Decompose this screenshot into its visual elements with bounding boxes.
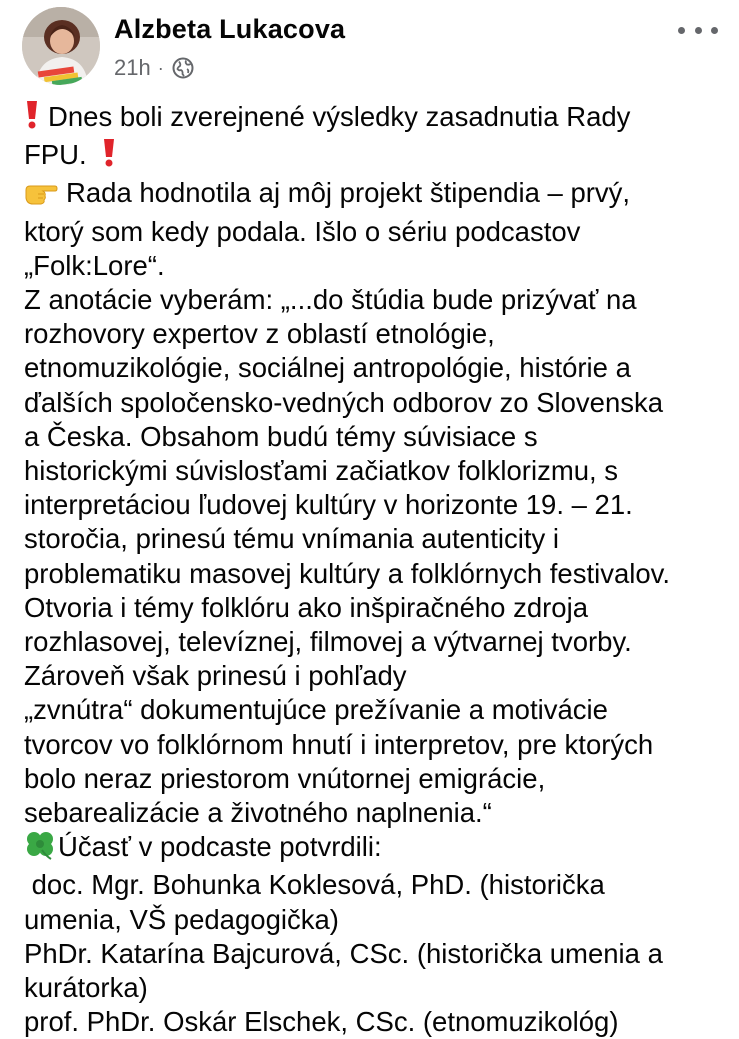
post-text: Účasť v podcaste potvrdili: [58,831,382,863]
post-line [24,522,729,556]
post-line [24,557,729,591]
post-text: historickými súvislosťami začiatkov folklorizmu, s [24,455,619,487]
post-time[interactable]: 21h [114,55,151,80]
post-text: Z anotácie vyberám: „...do štúdia bude prizývať na [24,284,637,316]
post-line [24,762,729,796]
post-text: ktorý som kedy podala. Išlo o sériu podcastov [24,215,581,247]
avatar[interactable] [22,7,100,85]
post-line [24,625,729,659]
post-text: PhDr. Katarína Bajcurová, CSc. (historička umenia a [24,937,663,969]
post-text: sebarealizácie a životného naplnenia.“ [24,797,492,829]
post-text: a Česka. Obsahom budú témy súvisiace s [24,420,538,452]
post-line [24,488,729,522]
pointing-hand-icon [24,180,58,214]
post-line [24,100,729,138]
four-leaf-clover-icon [24,830,56,868]
avatar-photo [22,7,100,85]
post-text: interpretáciou ľudovej kultúry v horizonte 19. – 21. [24,489,633,521]
post-text: bolo neraz priestorom vnútornej emigrácie, [24,762,546,794]
exclamation-icon [101,138,117,176]
post-line [24,317,729,351]
post-body [24,100,729,1039]
post-line [24,868,729,902]
post-text: rozhovory expertov z oblastí etnológie, [24,318,495,350]
post-text: „Folk:Lore“. [24,249,165,281]
exclamation-icon [24,100,40,138]
post-meta [114,55,195,81]
meta-separator: · [157,58,164,78]
dot [711,27,718,34]
post-text: storočia, prinesú tému vnímania autenticity i [24,523,559,555]
post-line [24,728,729,762]
author-name[interactable]: Alzbeta Lukacova [114,14,346,44]
post-text: rozhlasovej, televíznej, filmovej a výtvarnej tvorby. [24,626,632,658]
post-line [24,591,729,625]
post-line [24,903,729,937]
post-line [24,386,729,420]
post-text: kurátorka) [24,972,148,1004]
post-text: Zároveň však prinesú i pohľady [24,660,407,692]
post-text: prof. PhDr. Oskár Elschek, CSc. (etnomuzikológ) [24,1006,619,1038]
post-line [24,971,729,1005]
post-text: doc. Mgr. Bohunka Koklesová, PhD. (historička [24,869,605,901]
post-text: „zvnútra“ dokumentujúce prežívanie a motivácie [24,694,608,726]
post-text: Dnes boli zverejnené výsledky zasadnutia Rady [48,101,631,132]
post-text: etnomuzikológie, sociálnej antropológie, histórie a [24,352,631,384]
post-line [24,176,729,214]
dot [695,27,702,34]
dot [678,27,685,34]
post-text: umenia, VŠ pedagogička) [24,903,339,935]
more-options-icon[interactable] [678,18,718,42]
post-text: Otvoria i témy folklóru ako inšpiračného zdroja [24,591,589,623]
post-text: FPU. [24,139,87,171]
post-text: problematiku masovej kultúry a folklórnych festivalov. [24,557,671,589]
post-line [24,830,729,868]
post-line [24,351,729,385]
post-line [24,215,729,249]
post-text: ďalších spoločensko-vedných odborov zo Slovenska [24,386,664,418]
post-line [24,693,729,727]
post-line [24,454,729,488]
post-line [24,138,729,176]
post-line [24,937,729,971]
post-header [0,0,739,100]
post-line [24,249,729,283]
globe-icon [171,56,195,80]
post-line [24,659,729,693]
post-text: Rada hodnotila aj môj projekt štipendia – prvý, [66,177,631,209]
post-line [24,1005,729,1039]
post-text: tvorcov vo folklórnom hnutí i interpretov, pre ktorých [24,728,654,760]
post-line [24,420,729,454]
post-line [24,283,729,317]
post-line [24,796,729,830]
